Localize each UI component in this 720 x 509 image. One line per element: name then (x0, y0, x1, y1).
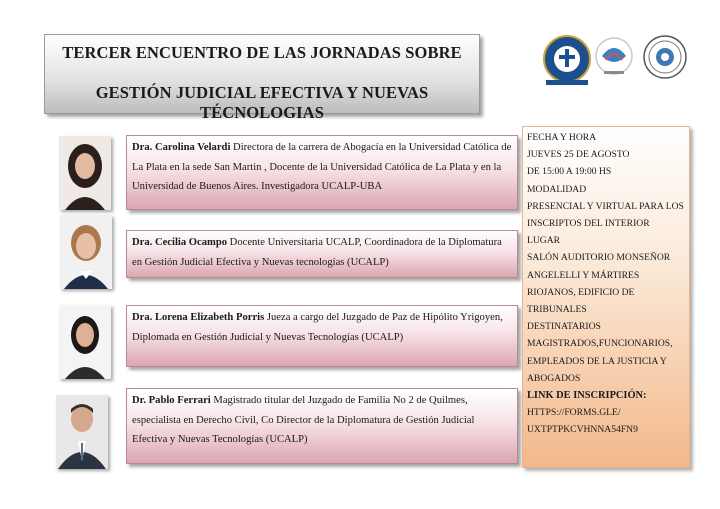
fecha-label: FECHA Y HORA (527, 132, 597, 143)
title-banner (44, 34, 480, 122)
speaker-photo-ferrari (56, 395, 108, 469)
lugar-value: SALÓN AUDITORIO MONSEÑOR ANGELELLI Y MÁRTIRES RIOJANOS, EDIFICIO DE TRIBUNALES (527, 252, 671, 316)
speaker-card-ferrari (126, 388, 518, 464)
speaker-name: Dra. Cecilia Ocampo (132, 237, 228, 248)
tribunal-seal-logo (642, 34, 688, 80)
ucalp-logo (542, 34, 592, 86)
destinatarios-label: DESTINATARIOS (527, 321, 601, 333)
speaker-bio: Directora de la carrera de Abogacía en la Universidad Católica de La Plata en la sede San Martin , Docente de la Universidad Católica de La Plata y en la Universidad de Buenos Aires. Investigadora UCALP-UBA (132, 142, 512, 192)
hora-value: DE 15:00 A 19:00 HS (527, 166, 612, 178)
speaker-name: Dra. Lorena Elizabeth Porris (132, 312, 265, 323)
registration-link[interactable]: HTTPS://FORMS.GLE/ UXTPTPKCVHNNA54FN9 (527, 407, 638, 436)
speaker-name: Dr. Pablo Ferrari (132, 395, 211, 406)
logos (542, 34, 690, 88)
speaker-bio: Jueza a cargo del Juzgado de Paz de Hipólito Yrigoyen, Diplomada en Gestión Judicial y Nuevas Tecnologías (UCALP) (132, 312, 503, 343)
speaker-photo-porris (59, 305, 111, 379)
lugar-label: LUGAR (527, 235, 561, 247)
modalidad-value: PRESENCIAL Y VIRTUAL PARA LOS INSCRIPTOS DEL INTERIOR (527, 200, 684, 230)
jornadas-logo (594, 34, 634, 80)
speaker-card-ocampo (126, 230, 518, 278)
title-line-2: GESTIÓN JUDICIAL EFECTIVA Y NUEVAS TÉCNOLOGIAS (95, 83, 429, 122)
modalidad-label: MODALIDAD (527, 183, 587, 195)
title-line-1: TERCER ENCUENTRO DE LAS JORNADAS SOBRE (62, 43, 462, 62)
speaker-bio: Docente Universitaria UCALP, Coordinadora de la Diplomatura en Gestión Judicial Efectiva y Nuevas tecnologías (UCALP) (132, 237, 502, 268)
destinatarios-value: MAGISTRADOS,FUNCIONARIOS, EMPLEADOS DE LA JUSTICIA Y ABOGADOS (527, 338, 673, 384)
event-info-panel (522, 126, 690, 468)
speaker-bio: Magistrado titular del Juzgado de Familia No 2 de Quilmes, especialista en Derecho Civil, Co Director de la Diplomatura de Gestión Judicial Efectiva y Nuevas Tecnologías (UCALP) (132, 395, 475, 445)
speaker-card-porris (126, 305, 518, 367)
speaker-card-velardi (126, 135, 518, 210)
link-label: LINK DE INSCRIPCIÓN: (527, 390, 647, 402)
speaker-photo-velardi (59, 136, 111, 210)
fecha-value: JUEVES 25 DE AGOSTO (527, 149, 630, 161)
speaker-photo-ocampo (60, 215, 112, 289)
speaker-name: Dra. Carolina Velardi (132, 142, 231, 153)
